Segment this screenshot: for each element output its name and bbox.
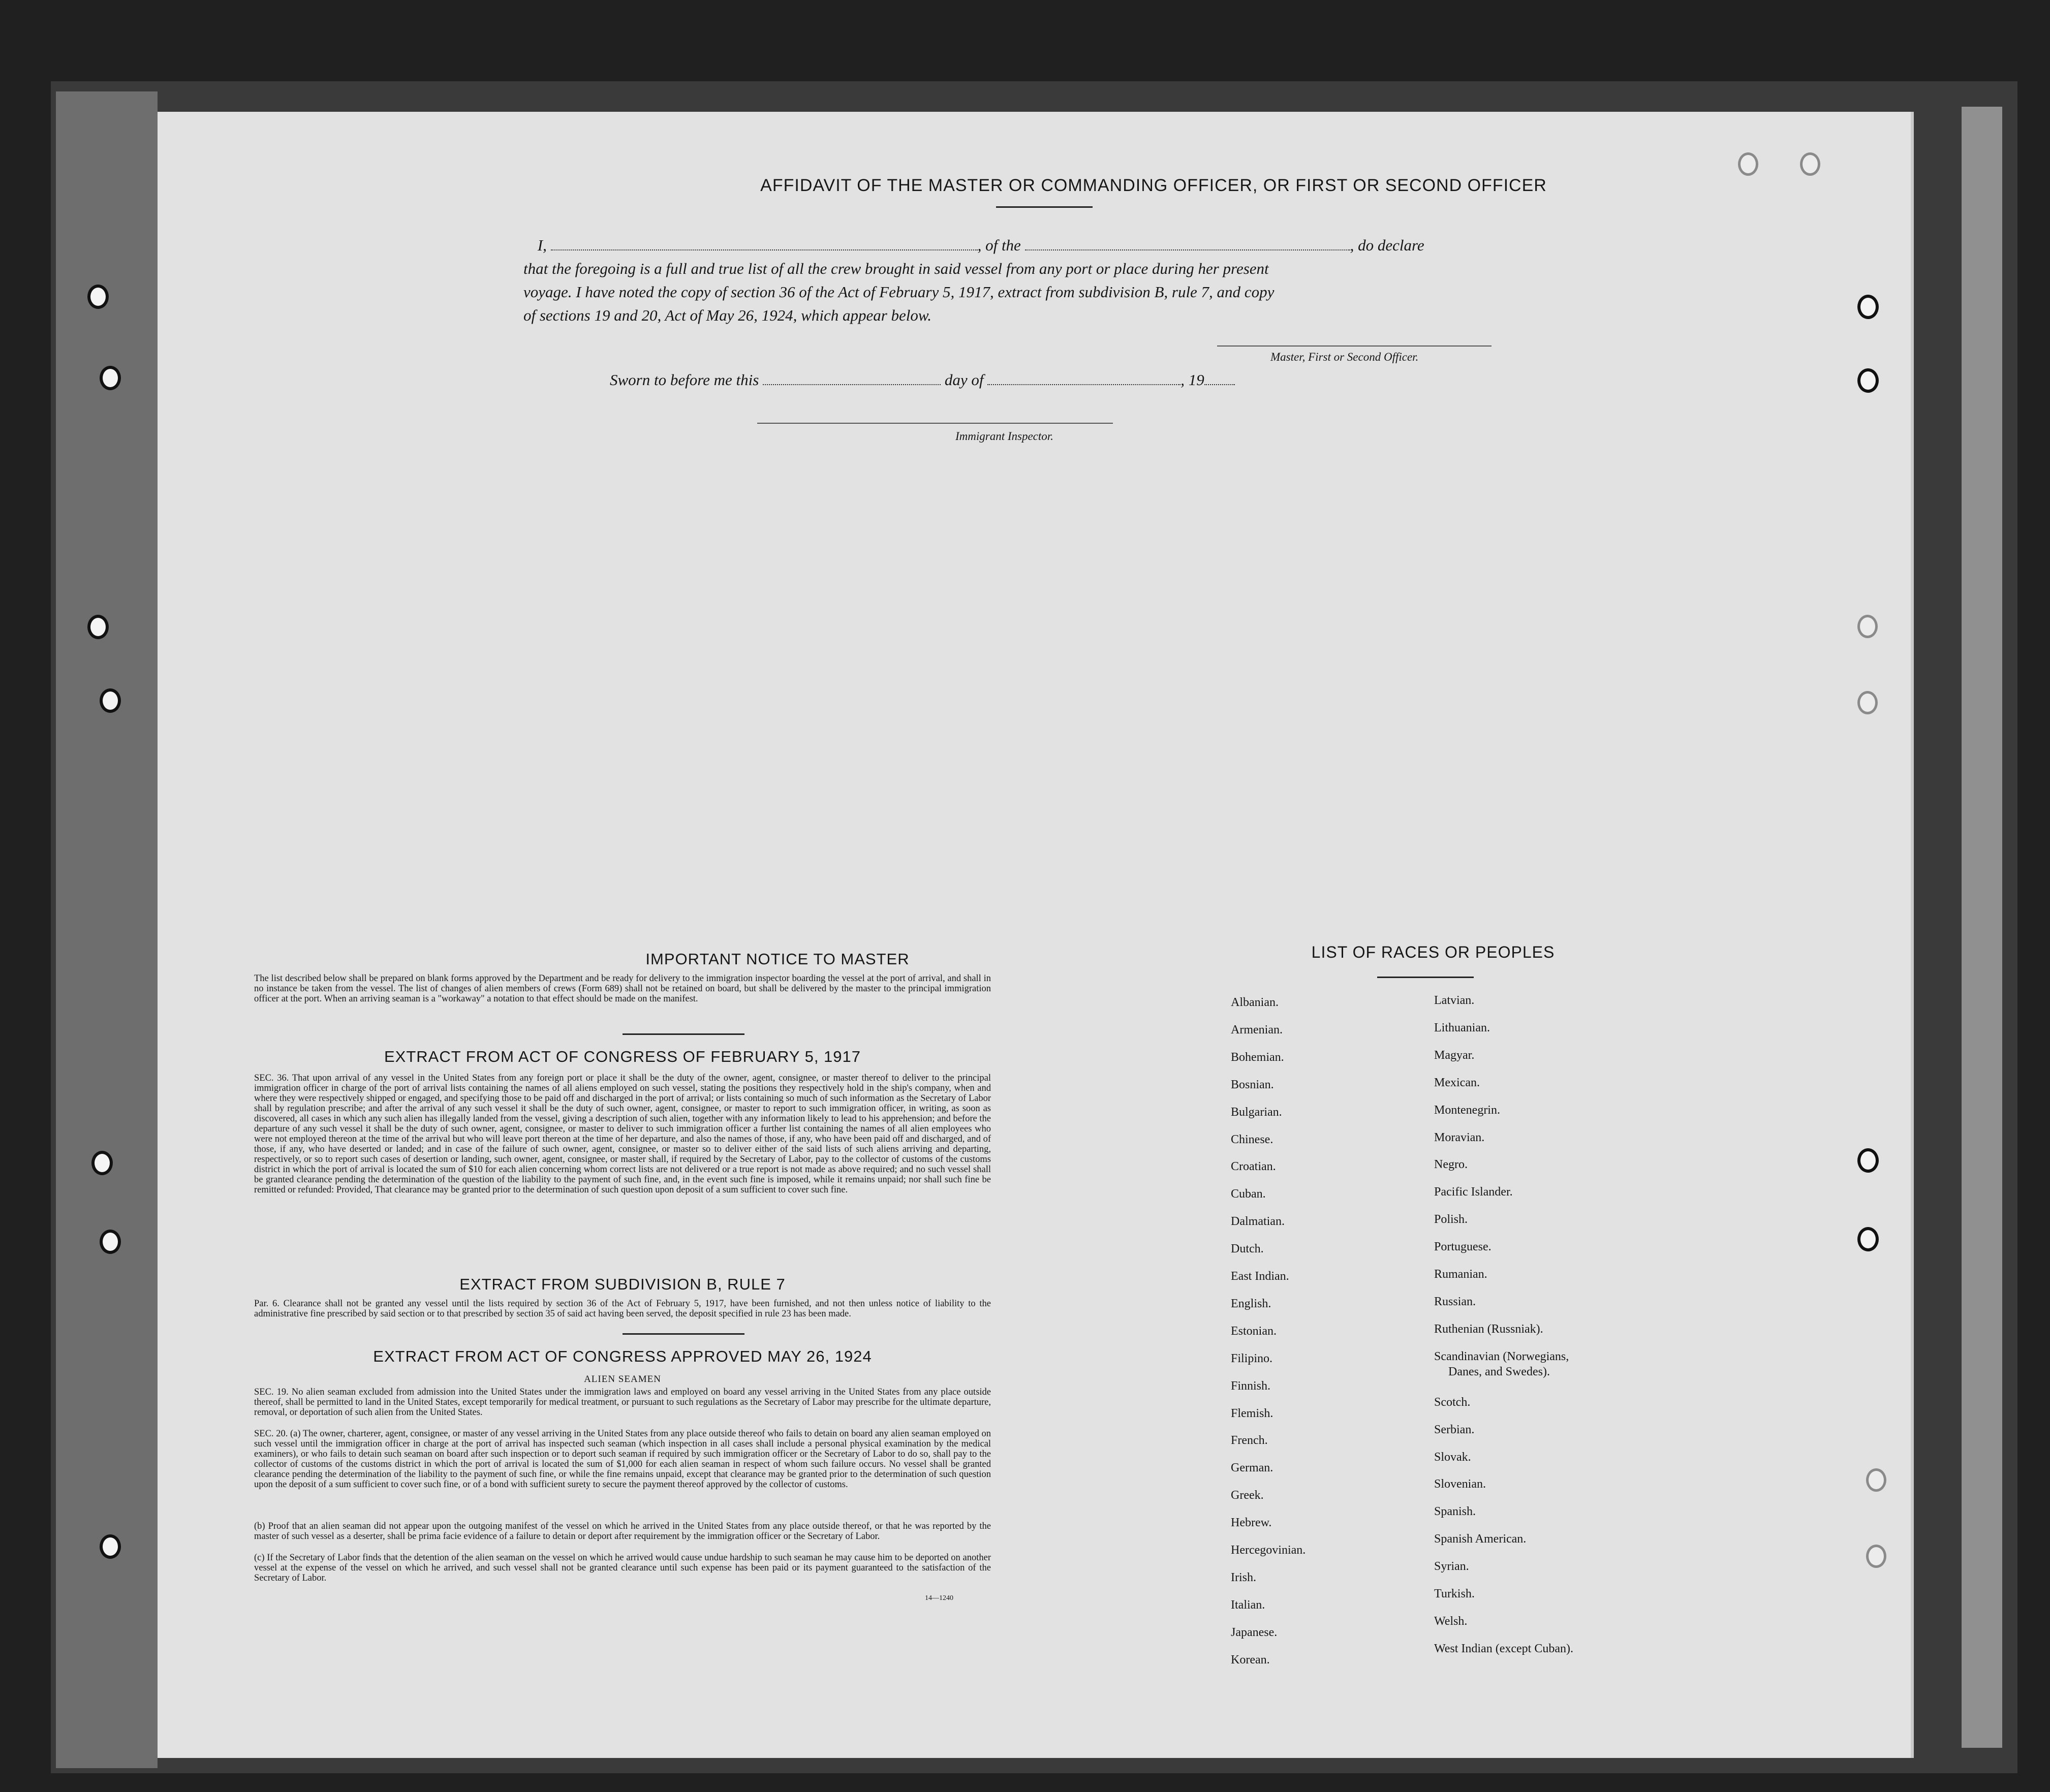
extract-1917-title: EXTRACT FROM ACT OF CONGRESS OF FEBRUARY 5, 1917 xyxy=(384,1048,861,1065)
race-item: Slovak. xyxy=(1434,1450,1471,1464)
race-item: Bulgarian. xyxy=(1231,1105,1282,1119)
document-page xyxy=(158,112,1914,1758)
sworn-year-blank[interactable] xyxy=(1204,384,1235,385)
extract-1924-sec20c: (c) If the Secretary of Labor finds that the detention of the alien seaman on the vessel on which he arrived would cause undue hardship to such seaman he may cause him to be deported on another vessel at the expense of the vessel on which he arrived, and such vessel shall not be granted clearance until such expense has been paid or its payment guaranteed to the satisfaction of the Secretary of Labor. xyxy=(254,1553,991,1583)
extract-1924-sec20b: (b) Proof that an alien seaman did not appear upon the outgoing manifest of the vessel on which he arrived in the United States from any place outside thereof, or that he was reported by the master of such vessel as a deserter, shall be prima facie evidence of a failure to detain or deport after requirement by the immigration officer or the Secretary of Labor. xyxy=(254,1521,991,1542)
races-title: LIST OF RACES OR PEOPLES xyxy=(1311,943,1555,961)
notice-body: The list described below shall be prepared on blank forms approved by the Department and be ready for delivery to the immigration inspector boarding the vessel at the port of arrival, and shall in no instance be taken from the vessel. The list of changes of alien members of crews (Form 689) shall not be retained on board, but shall be delivered by the master to the principal immigration officer at the port. When an arriving seaman is a "workaway" a notation to that effect should be made on the manifest. xyxy=(254,973,991,1004)
race-item: Spanish American. xyxy=(1434,1532,1527,1546)
extract-1917-body: SEC. 36. That upon arrival of any vessel in the United States from any foreign port or place it shall be the duty of the owner, agent, consignee, or master thereof to deliver to the principal immigration officer in charge of the port of arrival lists containing the names of all aliens employed on such vessel, stating the positions they respectively hold in the ship's company, when and where they were respectively shipped or engaged, and specifying those to be paid off and discharged in the port of arrival; or lists containing so much of such information as the Secretary of Labor shall by regulation prescribe; and after the arrival of any such vessel it shall be the duty of such owner, agent, consignee, or master to report to such immigration officer, in writing, as soon as discovered, all cases in which any such alien has illegally landed from the vessel, giving a description of such alien, together with any information likely to lead to his apprehension; and before the departure of any such vessel it shall be the duty of such owner, agent, consignee, or master to deliver to such immigration officer a further list containing the names of all alien employees who were not employed thereon at the time of the arrival but who will leave port thereon at the time of her departure, and also the names of those, if any, who have been paid off and discharged, and of those, if any, who have deserted or landed; and in case of the failure of such owner, agent, consignee, or master so to deliver either of the said lists of such aliens arriving and departing, respectively, or so to report such cases of desertion or landing, such owner, agent, consignee, or master shall, if required by the Secretary of Labor, pay to the collector of customs of the customs district in which the port of arrival is located the sum of $10 for each alien concerning whom correct lists are not delivered or a true report is not made as above required; and no such vessel shall be granted clearance pending the determination of the question of the liability to the payment of such fine, and, in the event such fine is imposed, while it remains unpaid; nor shall such fine be remitted or refunded: Provided, That clearance may be granted prior to the determination of such question upon deposit of a sum sufficient to cover such fine. xyxy=(254,1073,991,1195)
extract-1924-subtitle: ALIEN SEAMEN xyxy=(584,1374,661,1385)
race-item: Filipino. xyxy=(1231,1351,1273,1365)
binder-hole-icon xyxy=(87,615,109,639)
race-item: Hebrew. xyxy=(1231,1516,1272,1530)
race-item: Syrian. xyxy=(1434,1560,1469,1574)
race-item: French. xyxy=(1231,1434,1268,1448)
race-item: Pacific Islander. xyxy=(1434,1185,1513,1199)
race-item: Welsh. xyxy=(1434,1614,1468,1628)
affidavit-line: of sections 19 and 20, Act of May 26, 1924, which appear below. xyxy=(523,306,932,324)
sworn-label: Sworn to before me this xyxy=(610,371,759,389)
vessel-name-blank[interactable] xyxy=(1025,249,1350,250)
extract-1924-title: EXTRACT FROM ACT OF CONGRESS APPROVED MAY 26, 1924 xyxy=(373,1347,872,1365)
page-hole-icon xyxy=(1857,691,1878,714)
binder-hole-icon xyxy=(100,1534,121,1559)
affidavit-line: voyage. I have noted the copy of section 36 of the Act of February 5, 1917, extract from subdivision B, rule 7, and copy xyxy=(523,283,1275,301)
title-underline xyxy=(996,206,1093,208)
race-item: Hercegovinian. xyxy=(1231,1544,1306,1557)
race-item: Estonian. xyxy=(1231,1324,1277,1338)
race-item: English. xyxy=(1231,1297,1271,1310)
race-item: West Indian (except Cuban). xyxy=(1434,1642,1573,1655)
of-the-label: , of the xyxy=(977,236,1021,254)
race-item: Greek. xyxy=(1231,1489,1264,1502)
race-item: Moravian. xyxy=(1434,1130,1485,1144)
master-signature-caption: Master, First or Second Officer. xyxy=(1270,351,1419,363)
page-hole-icon xyxy=(1800,152,1820,176)
race-item: Negro. xyxy=(1434,1158,1468,1172)
extract-1924-sec19: SEC. 19. No alien seaman excluded from admission into the United States under the immigration laws and employed on board any vessel arriving in the United States from any place outside thereof, shall be permitted to land in the United States, except temporarily for medical treatment, or pursuant to such regulations as the Secretary of Labor may prescribe for the ultimate departure, removal, or deportation of such alien from the United States. xyxy=(254,1387,991,1418)
page-hole-icon xyxy=(1866,1545,1886,1568)
page-hole-icon xyxy=(1857,368,1879,393)
race-item: Italian. xyxy=(1231,1598,1265,1612)
race-item: Cuban. xyxy=(1231,1187,1266,1201)
race-item: Bosnian. xyxy=(1231,1078,1274,1091)
race-item: Japanese. xyxy=(1231,1625,1278,1639)
page-hole-icon xyxy=(1738,152,1758,176)
race-item: Chinese. xyxy=(1231,1133,1274,1146)
race-item: Scandinavian (Norwegians, xyxy=(1434,1349,1569,1363)
race-item: Irish. xyxy=(1231,1570,1256,1584)
extract-1924-sec20a: SEC. 20. (a) The owner, charterer, agent, consignee, or master of any vessel arriving in the United States from any place outside thereof who fails to detain on board any alien seaman employed on such vessel until the immigration officer in charge at the port of arrival has inspected such seaman (which inspection in all cases shall include a personal physical examination by the medical examiners), or who fails to detain such seaman on board after such inspection or to deport such seaman if required by such immigration officer or the Secretary of Labor to do so, shall pay to the collector of customs of the customs district in which the port of arrival is located the sum of $1,000 for each alien seaman in respect of whom such failure occurs. No vessel shall be granted clearance pending the determination of the liability to the payment of such fine, or while the fine remains unpaid, except that clearance may be granted prior to the determination of such question upon the deposit of a sum sufficient to cover such fine, or of a bond with sufficient surety to secure the payment thereof approved by the collector of customs. xyxy=(254,1429,991,1490)
affidavit-title: AFFIDAVIT OF THE MASTER OR COMMANDING OFFICER, OR FIRST OR SECOND OFFICER xyxy=(760,176,1547,195)
binder-hole-icon xyxy=(91,1151,113,1175)
race-item: Polish. xyxy=(1434,1213,1468,1227)
section-divider xyxy=(623,1333,744,1335)
race-item: Rumanian. xyxy=(1434,1268,1487,1281)
race-item: Turkish. xyxy=(1434,1587,1475,1600)
binder-hole-icon xyxy=(100,1230,121,1254)
race-item: Slovenian. xyxy=(1434,1477,1486,1491)
race-item: Russian. xyxy=(1434,1295,1476,1308)
affidavit-statement xyxy=(523,234,1692,327)
binder-hole-icon xyxy=(87,285,109,309)
race-item: Bohemian. xyxy=(1231,1050,1284,1064)
binding-edge xyxy=(56,91,158,1768)
race-item: Flemish. xyxy=(1231,1406,1274,1420)
subdivision-b-body: Par. 6. Clearance shall not be granted any vessel until the lists required by section 36 of the Act of February 5, 1917, have been furnished, and not then unless notice of liability to the administrative fine prescribed by said section or to that prescribed by section 35 of said act having been served, the deposit specified in rule 23 has been made. xyxy=(254,1299,991,1319)
inspector-signature-caption: Immigrant Inspector. xyxy=(955,430,1053,443)
inspector-signature-line[interactable] xyxy=(757,423,1113,424)
sworn-date-blank[interactable] xyxy=(763,384,941,385)
race-item: Dalmatian. xyxy=(1231,1215,1285,1229)
race-item: Korean. xyxy=(1231,1653,1270,1667)
subdivision-b-title: EXTRACT FROM SUBDIVISION B, RULE 7 xyxy=(459,1275,786,1293)
race-item: Spanish. xyxy=(1434,1505,1476,1519)
races-title-underline xyxy=(1377,977,1474,978)
page-hole-icon xyxy=(1866,1468,1886,1492)
race-item: Armenian. xyxy=(1231,1023,1283,1036)
race-item: Serbian. xyxy=(1434,1423,1475,1436)
race-item: Montenegrin. xyxy=(1434,1103,1500,1117)
page-hole-icon xyxy=(1857,295,1879,319)
affidavit-line: that the foregoing is a full and true list of all the crew brought in said vessel from any port or place during her present xyxy=(523,260,1269,277)
race-item: Dutch. xyxy=(1231,1242,1264,1256)
binder-hole-icon xyxy=(100,688,121,713)
master-signature-line[interactable] xyxy=(1217,345,1492,347)
page-hole-icon xyxy=(1857,615,1878,638)
page-hole-icon xyxy=(1857,1148,1879,1173)
race-item: Albanian. xyxy=(1231,996,1279,1009)
affidavit-i-label: I, xyxy=(537,236,547,254)
race-item: German. xyxy=(1231,1461,1274,1475)
race-item: Latvian. xyxy=(1434,994,1475,1007)
page-hole-icon xyxy=(1857,1227,1879,1251)
race-item: Magyar. xyxy=(1434,1048,1475,1062)
officer-name-blank[interactable] xyxy=(551,249,978,250)
do-declare-label: , do declare xyxy=(1350,236,1424,254)
sworn-line xyxy=(610,371,1235,389)
notice-title: IMPORTANT NOTICE TO MASTER xyxy=(645,950,910,968)
race-item: Lithuanian. xyxy=(1434,1021,1490,1034)
race-item: Portuguese. xyxy=(1434,1240,1492,1254)
sworn-month-blank[interactable] xyxy=(987,384,1181,385)
race-item: Scotch. xyxy=(1434,1395,1471,1409)
race-item: Finnish. xyxy=(1231,1379,1271,1393)
race-item: East Indian. xyxy=(1231,1270,1289,1283)
section-divider xyxy=(623,1033,744,1035)
stacked-pages-edge xyxy=(1962,107,2002,1748)
day-of-label: day of xyxy=(944,371,984,389)
binder-hole-icon xyxy=(100,366,121,390)
race-item: Ruthenian (Russniak). xyxy=(1434,1322,1543,1336)
race-item: Mexican. xyxy=(1434,1076,1480,1089)
race-item: Danes, and Swedes). xyxy=(1448,1365,1550,1378)
form-number: 14—1240 xyxy=(925,1594,953,1602)
race-item: Croatian. xyxy=(1231,1160,1276,1174)
year-label: , 19 xyxy=(1181,371,1204,389)
